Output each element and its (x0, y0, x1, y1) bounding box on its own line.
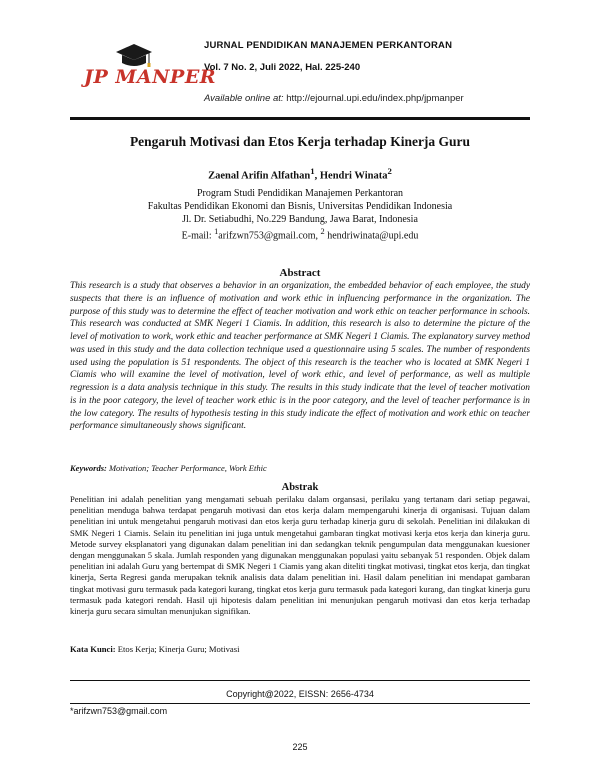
kata-kunci-values: Etos Kerja; Kinerja Guru; Motivasi (115, 644, 240, 654)
affiliation-address: Jl. Dr. Setiabudhi, No.229 Bandung, Jawa Barat, Indonesia (182, 214, 418, 225)
email-label: E-mail: (181, 230, 215, 242)
affiliation-program: Program Studi Pendidikan Manajemen Perkantoran (196, 188, 404, 199)
keywords-en (70, 463, 267, 473)
header-divider (70, 117, 530, 120)
logo-text: JP MANPER (84, 66, 217, 88)
author-2-sup: 2 (387, 166, 392, 176)
email-separator: , (315, 230, 321, 242)
corresponding-email-footnote: *arifzwn753@gmail.com (70, 706, 168, 716)
journal-name: JURNAL PENDIDIKAN MANAJEMEN PERKANTORAN (204, 40, 453, 51)
email-2-sup: 2 (320, 227, 325, 236)
kata-kunci (70, 644, 239, 654)
author-1: Zaenal Arifin Alfathan (208, 170, 311, 182)
journal-url-link[interactable]: http://ejournal.upi.edu/index.php/jpmanper (286, 93, 464, 104)
abstrak-text: Penelitian ini adalah penelitian yang mengamati sebuah perilaku dalam organsasi, perilaku yang tertanam dari setiap pegawai, penelitian menduga bahwa terdapat pengaruh motivasi dan etos kerja dalam mempengaruhi kinerja di organisasi. Tujuan dalam penelitian ini untuk mengetahui pengaruh motivasi dan etos kerja guru terhadap kinerja guru di sekolah. Penelitian ini dilakukan di SMK Negeri 1 Ciamis. Selain itu penelitian ini juga untuk mengetahui gambaran tingkat motivasi kerja etos kerja dan kinerja guru. Metode survey eksplanatori yang digunakan dalam penelitian ini dan sedangkan teknik pengumpulan data menggunakan kuesioner dengan menggunakan 5 skala. Jumlah responden yang digunakan menggunakan populasi yaitu sebanyak 51 responden. Objek dalam penelitian ini adalah Guru yang bertempat di SMK Negeri 1 Ciamis yang akan diteliti tingkat motivasi, tingkat etos kerja, dan tingkat kinerja, Serta Regresi ganda merupakan teknik analisis data dalam penelitian ini. Hasil dalam penelitian ini mendapat gambaran tingkat motivasi guru termasuk pada kategori kurang, tingkat etos kerja guru termasuk pada kategori kurang, dan tingkat kinerja guru termasuk pada kategori rendah. Hasil uji hipotesis dalam penelitian ini menunjukan pengaruh motivasi dan etos kerja terhadap kinerja guru secara simultan menunjukan signifikan. (70, 494, 530, 617)
author-2: Hendri Winata (319, 170, 388, 182)
available-label: Available online at: (204, 93, 284, 104)
keywords-label: Keywords: (70, 463, 107, 473)
author-separator: , (314, 170, 320, 182)
email-2[interactable]: hendriwinata@upi.edu (324, 230, 419, 242)
keywords-values: Motivation; Teacher Performance, Work Ethic (106, 463, 267, 473)
abstrak-heading: Abstrak (281, 482, 319, 493)
page-number: 225 (292, 742, 308, 752)
affiliation-email (0, 227, 600, 241)
author-list (0, 166, 600, 182)
paper-title: Pengaruh Motivasi dan Etos Kerja terhadap Kinerja Guru (129, 134, 471, 149)
kata-kunci-label: Kata Kunci: (70, 644, 116, 654)
footer-divider-top (70, 680, 530, 681)
journal-availability (204, 93, 464, 104)
abstract-heading: Abstract (279, 267, 321, 279)
journal-volume: Vol. 7 No. 2, Juli 2022, Hal. 225-240 (204, 62, 361, 73)
copyright-text: Copyright@2022, EISSN: 2656-4734 (226, 689, 374, 699)
author-1-sup: 1 (310, 166, 315, 176)
abstract-text: This research is a study that observes a behavior in an organization, the embedded behavior of each employee, the study suspects that there is an influence of motivation and work ethic in influencing performance in the organization. The purpose of this study was to determine the effect of teacher motivation and work ethic on teacher performance in schools. This research was conducted at SMK Negeri 1 Ciamis. In addition, this research is also to determine the picture of the level of motivation to work, work ethic and teacher performance at SMK Negeri 1 Ciamis. The explanatory survey method was used in this study and the data collection technique used a questionnaire using 5 scales. The number of respondents used using the population is 51 respondents. The object of this research is the teacher who is located at SMK Negeri 1 Ciamis who will examine the level of motivation, level of work ethic, and level of performance, as well as multiple regression is a data analysis technique in this study. The results in this study indicate that the level of teacher motivation is in the poor category, the level of teacher work ethic is in the poor category, and the level of teacher performance is in the low category. The results of hypothesis testing in this study indicate the effect of motivation and work ethic on teacher performance simultaneously shows significant. (70, 281, 530, 432)
email-1[interactable]: arifzwn753@gmail.com (218, 230, 316, 242)
footer-divider-bottom (70, 703, 530, 704)
graduation-cap-icon (116, 44, 152, 67)
email-1-sup: 1 (214, 227, 219, 236)
affiliation-faculty: Fakultas Pendidikan Ekonomi dan Bisnis, Universitas Pendidikan Indonesia (147, 201, 453, 212)
